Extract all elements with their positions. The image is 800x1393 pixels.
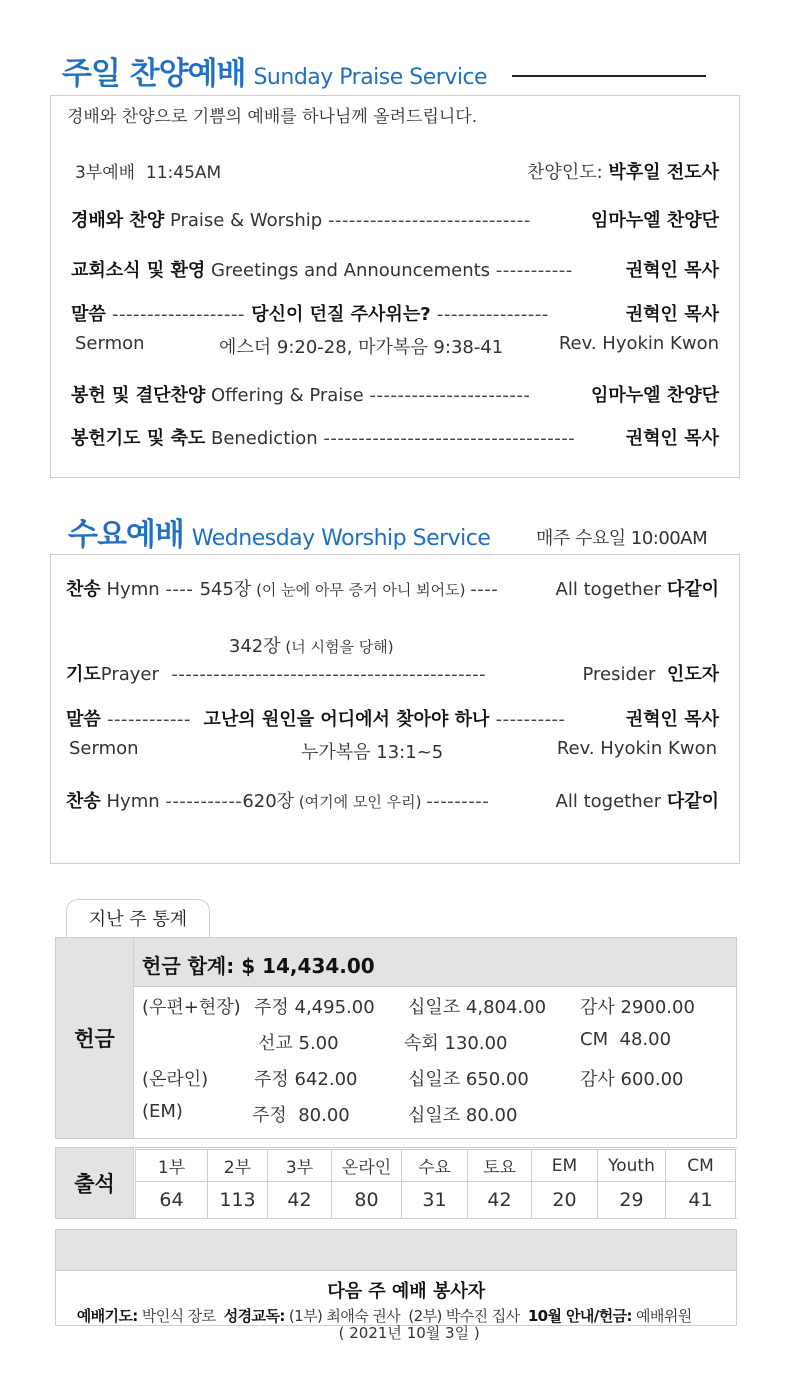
att-value: 42 [268, 1182, 332, 1219]
next-week-servers: 예배기도: 박인식 장로 성경교독: (1부) 최애숙 권사 (2부) 박수진 집사 10월 안내/헌금: 예배위원 [76, 1307, 692, 1325]
wednesday-section-title [68, 509, 490, 554]
att-value: 80 [332, 1182, 402, 1219]
offering-total-bar [134, 938, 736, 987]
r3-b: 십일조 650.00 [408, 1069, 529, 1090]
next-week-date: ( 2021년 10월 3일 ) [338, 1324, 480, 1342]
att-head: 2부 [208, 1150, 268, 1182]
att-head: 수요 [402, 1150, 468, 1182]
att-head: 3부 [268, 1150, 332, 1182]
r3-a: 주정 642.00 [254, 1069, 358, 1090]
att-value: 64 [136, 1182, 208, 1219]
r3-c: 감사 600.00 [580, 1069, 684, 1090]
group-online: (온라인) [142, 1069, 209, 1090]
att-value: 20 [532, 1182, 598, 1219]
sunday-section-title [62, 48, 487, 93]
att-head: EM [532, 1150, 598, 1182]
wed-prayer: 기도Prayer --------------------------------------------- Presider 인도자 [66, 664, 719, 685]
attendance-label: 출석 [74, 1172, 115, 1196]
att-head: Youth [598, 1150, 666, 1182]
att-value: 42 [468, 1182, 532, 1219]
wed-hymn-1: 찬송 Hymn ---- 545장 (이 눈에 아무 증거 아니 뵈어도) ---- All together 다같이 [66, 579, 719, 600]
order-item-sermon: 말씀 ------------------- 당신이 던질 주사위는? ---------------- 권혁인 목사 [71, 304, 719, 325]
order-item-greetings: 교회소식 및 환영 Greetings and Announcements ----------- 권혁인 목사 [71, 260, 719, 281]
wednesday-title-ko: 수요예배 [68, 517, 184, 553]
group-mail-onsite: (우편+현장) [142, 997, 241, 1018]
order-item-benediction: 봉헌기도 및 축도 Benediction ------------------------------------ 권혁인 목사 [71, 428, 719, 449]
r1-a: 주정 4,495.00 [254, 997, 375, 1018]
att-value: 29 [598, 1182, 666, 1219]
group-em: (EM) [142, 1101, 183, 1122]
r2-c: CM 48.00 [580, 1029, 672, 1050]
r2-a: 선교 5.00 [258, 1033, 339, 1054]
att-head: 1부 [136, 1150, 208, 1182]
att-head: CM [666, 1150, 736, 1182]
offering-label: 헌금 [74, 1027, 115, 1051]
offering-total-label: 헌금 합계: [142, 954, 235, 978]
wed-sermon: 말씀 ------------ 고난의 원인을 어디에서 찾아야 하나 ---------- 권혁인 목사 [66, 709, 719, 730]
wed-hymn-2: 찬송 Hymn -----------620장 (여기에 모인 우리) --------- All together 다같이 [66, 791, 719, 812]
wed-hymn-1-alt: 342장 (너 시험을 당해) [228, 636, 394, 657]
att-head: 온라인 [332, 1150, 402, 1182]
sunday-intro: 경배와 찬양으로 기쁨의 예배를 하나님께 올려드립니다. [67, 107, 478, 127]
sunday-title-ko: 주일 찬양예배 [62, 56, 246, 92]
r2-b: 속회 130.00 [404, 1033, 508, 1054]
att-head: 토요 [468, 1150, 532, 1182]
att-value: 113 [208, 1182, 268, 1219]
sunday-title-en: Sunday Praise Service [253, 65, 488, 90]
attendance-header-row [136, 1150, 736, 1182]
attendance-value-row [136, 1182, 736, 1219]
r1-c: 감사 2900.00 [580, 997, 695, 1018]
next-week-title: 다음 주 예배 봉사자 [327, 1281, 486, 1302]
title-divider [512, 75, 706, 77]
attendance-label-cell [56, 1148, 134, 1218]
praise-leader: 찬양인도: 박후일 전도사 [527, 162, 719, 183]
wednesday-order-box: 찬송 Hymn ---- 545장 (이 눈에 아무 증거 아니 뵈어도) ---- All together 다같이 342장 (너 시험을 당해) 기도Prayer --------------------------------------------- Presider 인도자 말씀 ------------ 고난의 원인을 어디에서 찾아야 하나 ---------- 권혁인 목사 Sermon 누가복음 13:1~5 Rev. Hyokin Kwon 찬송 Hymn -----------620장 (여기에 모인 우리) --------- All together 다같이 [50, 554, 740, 864]
order-item-offering: 봉헌 및 결단찬양 Offering & Praise ----------------------- 임마누엘 찬양단 [71, 385, 719, 406]
offering-label-cell [56, 938, 134, 1138]
sunday-time: 3부예배 11:45AM [75, 163, 222, 183]
r4-b: 십일조 80.00 [408, 1105, 518, 1126]
order-item-praise: 경배와 찬양 Praise & Worship ----------------------------- 임마누엘 찬양단 [71, 210, 719, 231]
att-value: 41 [666, 1182, 736, 1219]
att-value: 31 [402, 1182, 468, 1219]
wednesday-time: 매주 수요일 10:00AM [536, 528, 708, 549]
r1-b: 십일조 4,804.00 [408, 997, 547, 1018]
wednesday-title-en: Wednesday Worship Service [191, 526, 491, 551]
sunday-order-box: 경배와 찬양으로 기쁨의 예배를 하나님께 올려드립니다. 3부예배 11:45AM 찬양인도: 박후일 전도사 경배와 찬양 Praise & Worship ----------------------------- 임마누엘 찬양단 교회소식 및 환영 Greetings and Announcements ----------- 권혁인 목사 말씀 ------------------- 당신이 던질 주사위는? ---------------- 권혁인 목사 Sermon 에스더 9:20-28, 마가복음 9:38-41 Rev. Hyokin Kwon 봉헌 및 결단찬양 Offering & Praise ----------------------- 임마누엘 찬양단 봉헌기도 및 축도 Benediction ------------------------------------ 권혁인 목사 [50, 95, 740, 478]
offering-total-value: $ 14,434.00 [234, 954, 375, 978]
r4-a: 주정 80.00 [252, 1105, 350, 1126]
stats-tab: 지난 주 통계 [66, 899, 210, 939]
next-week-panel [55, 1229, 737, 1342]
offering-panel [55, 937, 737, 1139]
attendance-table [135, 1149, 736, 1219]
